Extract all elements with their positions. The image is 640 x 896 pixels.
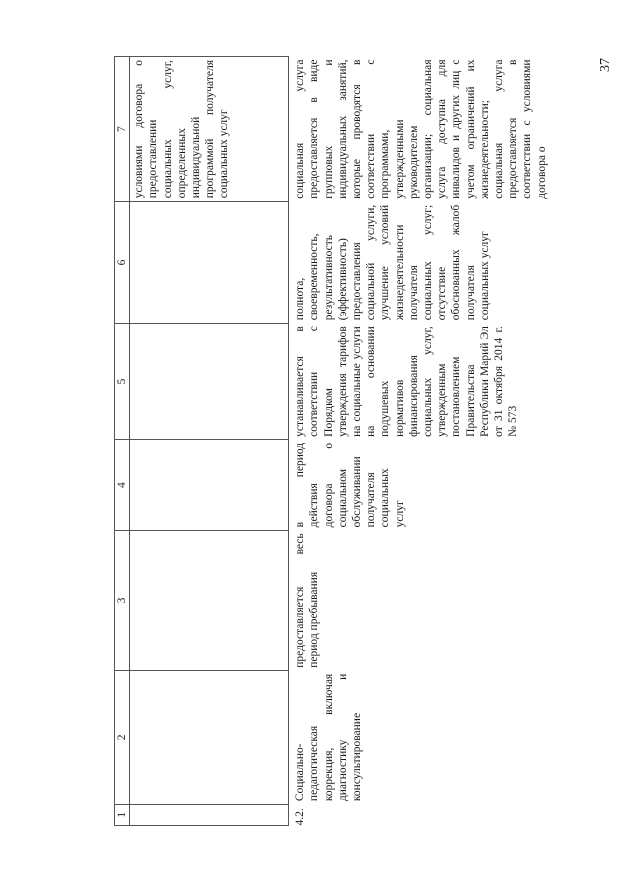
cell-empty [130, 202, 289, 323]
rotated-table-page [114, 56, 548, 826]
service-volume: предоставляется весь период пребывания [289, 530, 551, 670]
column-header-3: 3 [115, 530, 130, 670]
page-number: 37 [598, 58, 613, 72]
cell-empty [130, 804, 289, 825]
column-header-2: 2 [115, 671, 130, 804]
column-header-5: 5 [115, 323, 130, 440]
column-header-1: 1 [115, 804, 130, 825]
column-header-4: 4 [115, 440, 130, 530]
service-term: в период действия договора о социальном обслуживании получателя социальных услуг [289, 440, 551, 530]
table-header-row [115, 57, 130, 826]
service-name: Социально-педагогическая коррекция, включая диагностику и консультирование [289, 671, 551, 804]
cell-empty [130, 671, 289, 804]
service-conditions: социальная услуга предоставляется в виде групповых и индивидуальных занятий, которые проводятся в соответствии с программами, утвержденными руководителем организации; социальная услуга доступна для инвалидов и других лиц с учетом ограничений их жизнедеятельности; социальная услуга предоставляется в соответствии с условиями договора о [289, 57, 551, 202]
continued-conditions-cell: условиями договора о предоставлении социальных услуг, определенных индивидуальной программой получателя социальных услуг [130, 57, 289, 202]
cell-empty [130, 530, 289, 670]
column-header-7: 7 [115, 57, 130, 202]
cell-empty [130, 323, 289, 440]
row-number: 4.2. [289, 804, 551, 825]
services-table [114, 56, 551, 826]
service-tariff: устанавливается в соответствии с Порядком утверждения тарифов на социальные услуги на основании подушевых нормативов финансирования социальных услуг, утвержденным постановлением Правительства Республики Марий Эл от 31 октября 2014 г. № 573 [289, 323, 551, 440]
continued-row [130, 57, 289, 826]
service-quality: полнота, своевременность, результативность (эффективность) предоставления социальной услуги, улучшение условий жизнедеятельности получателя социальных услуг; отсутствие обоснованных жалоб получателя социальных услуг [289, 202, 551, 323]
cell-empty [130, 440, 289, 530]
table-row [289, 57, 551, 826]
column-header-6: 6 [115, 202, 130, 323]
